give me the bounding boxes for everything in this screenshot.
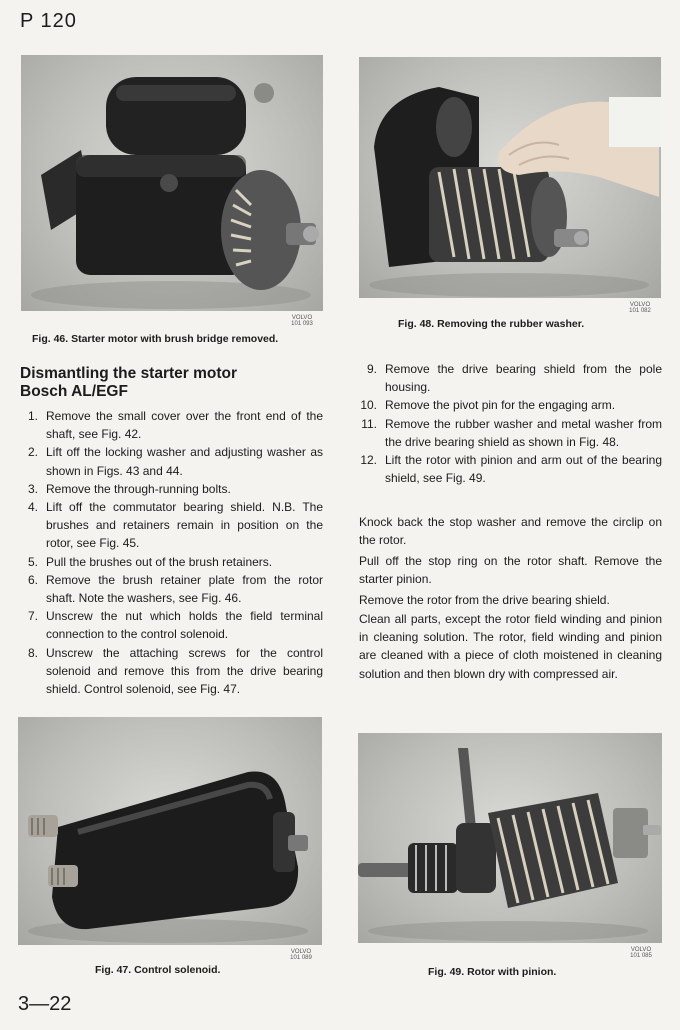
- paragraph-stop-ring: Pull off the stop ring on the rotor shaft. Remove the starter pinion.: [359, 554, 662, 587]
- list-item: [20, 407, 323, 443]
- list-item-text: Remove the small cover over the front end of the shaft, see Fig. 42.: [46, 409, 323, 442]
- list-item: [20, 498, 323, 553]
- list-item-number: 12.: [360, 453, 377, 468]
- list-item-number: 3.: [27, 481, 38, 496]
- figure-47-caption: Fig. 47. Control solenoid.: [95, 964, 221, 976]
- list-item-number: 10.: [360, 398, 377, 413]
- steps-right-list: [359, 360, 662, 487]
- list-item-text: Remove the through-running bolts.: [46, 481, 231, 496]
- list-item: [20, 443, 323, 479]
- figure-46-caption: Fig. 46. Starter motor with brush bridge removed.: [32, 333, 279, 345]
- section-title-line2: Bosch AL/EGF: [20, 383, 128, 400]
- list-item: [359, 360, 662, 396]
- list-item: [20, 553, 323, 571]
- control-solenoid-illustration: [18, 717, 322, 945]
- page-footer: 3—22: [18, 993, 72, 1015]
- section-title-line1: Dismantling the starter motor: [20, 365, 238, 382]
- figure-46-photo: [21, 55, 323, 327]
- rubber-washer-illustration: [359, 57, 661, 298]
- list-item-text: Remove the pivot pin for the engaging arm.: [385, 398, 616, 413]
- list-item: [359, 415, 662, 451]
- list-item-text: Lift the rotor with pinion and arm out of the bearing shield, see Fig. 49.: [385, 453, 662, 486]
- figure-46-mark-number: 101 093: [291, 321, 313, 327]
- figure-47-mark-number: 101 089: [290, 955, 312, 961]
- list-item: [20, 644, 323, 699]
- list-item-number: 8.: [27, 645, 38, 660]
- figure-49-caption: Fig. 49. Rotor with pinion.: [428, 966, 557, 978]
- list-item-text: Remove the drive bearing shield from the pole housing.: [385, 362, 662, 395]
- figure-48-photo: [359, 57, 661, 314]
- paragraph-cleaning: Clean all parts, except the rotor field winding and pinion in cleaning solution. The rotor, field winding and pinion are cleaned with a piece of cloth moistened in cleaning solution and then blown dry with compressed air.: [359, 612, 662, 681]
- list-item-number: 11.: [361, 416, 377, 431]
- figure-47-mark: [286, 949, 316, 961]
- list-item-text: Remove the brush retainer plate from the rotor shaft. Note the washers, see Fig. 46.: [46, 572, 323, 606]
- figure-49-mark: [626, 947, 656, 959]
- list-item: [359, 396, 662, 414]
- figure-49-mark-brand: VOLVO: [630, 947, 652, 953]
- paragraph-stop-washer: Knock back the stop washer and remove the circlip on the rotor.: [359, 515, 662, 548]
- figure-48-caption: Fig. 48. Removing the rubber washer.: [398, 318, 585, 330]
- list-item-number: 7.: [27, 609, 38, 624]
- list-item-text: Lift off the commutator bearing shield. N.B. The brushes and retainers remain in position on the rotor, see Fig. 45.: [46, 500, 323, 551]
- section-title: [20, 365, 237, 401]
- list-item-number: 9.: [366, 362, 377, 376]
- figure-49-mark-number: 101 085: [630, 953, 652, 959]
- list-item-number: 5.: [27, 554, 38, 569]
- figure-46-mark: [287, 315, 317, 327]
- figure-46-mark-brand: VOLVO: [291, 315, 313, 321]
- steps-left-list: [20, 407, 323, 698]
- list-item-number: 4.: [27, 500, 38, 515]
- figure-47-mark-brand: VOLVO: [290, 949, 312, 955]
- list-item-text: Unscrew the attaching screws for the control solenoid and remove this from the drive bearing shield. Control solenoid, see Fig. 47.: [46, 645, 323, 697]
- list-item-number: 2.: [27, 445, 38, 460]
- list-item-text: Remove the rubber washer and metal washer from the drive bearing shield as shown in Fig. 48.: [385, 416, 662, 449]
- figure-48-mark-number: 101 082: [629, 308, 651, 314]
- list-item: [20, 480, 323, 498]
- list-item: [20, 607, 323, 643]
- list-item-text: Unscrew the nut which holds the field terminal connection to the control solenoid.: [46, 609, 323, 642]
- figure-47-photo: [18, 717, 322, 961]
- list-item-number: 1.: [27, 409, 38, 423]
- figure-49-photo: [358, 733, 662, 959]
- paragraph-remove-rotor: Remove the rotor from the drive bearing shield.: [359, 593, 610, 607]
- page-header: P 120: [20, 10, 77, 32]
- figure-48-mark: [625, 302, 655, 314]
- figure-48-mark-brand: VOLVO: [629, 302, 651, 308]
- list-item: [359, 451, 662, 487]
- starter-motor-illustration: [21, 55, 323, 311]
- list-item: [20, 571, 323, 607]
- list-item-number: 6.: [27, 572, 38, 587]
- list-item-text: Lift off the locking washer and adjusting washer as shown in Figs. 43 and 44.: [46, 445, 323, 478]
- rotor-with-pinion-illustration: [358, 733, 662, 943]
- list-item-text: Pull the brushes out of the brush retainers.: [46, 554, 273, 569]
